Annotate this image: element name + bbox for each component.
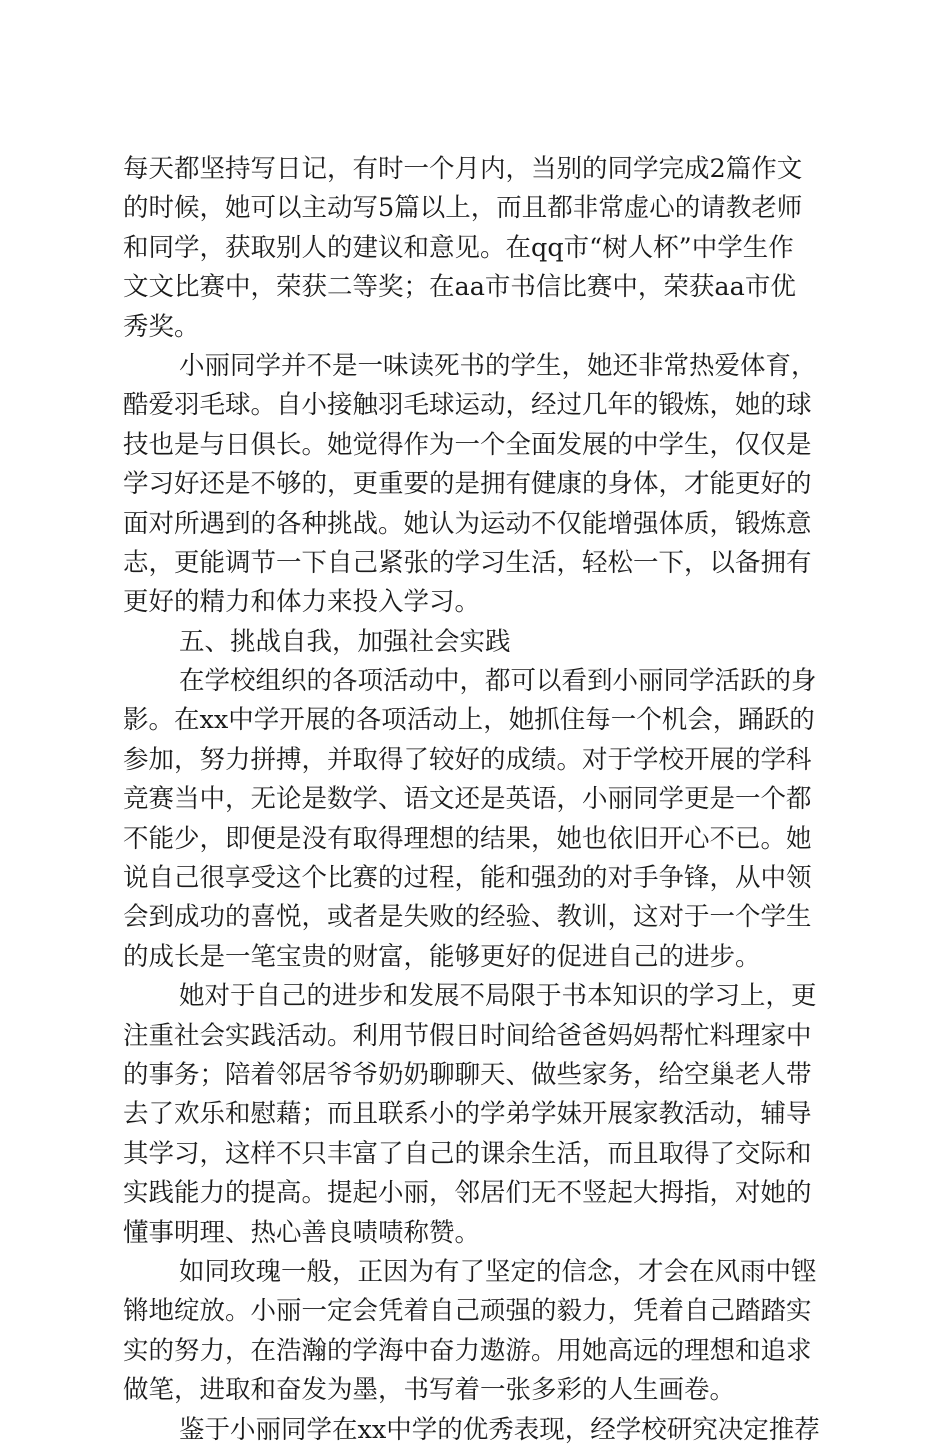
text-line: 面对所遇到的各种挑战。她认为运动不仅能增强体质，锻炼意 <box>123 508 812 539</box>
text-line: 学习好还是不够的，更重要的是拥有健康的身体，才能更好的 <box>123 469 812 500</box>
text-line: 做笔，进取和奋发为墨，书写着一张多彩的人生画卷。 <box>123 1375 736 1406</box>
text-line: 技也是与日俱长。她觉得作为一个全面发展的中学生，仅仅是 <box>123 429 812 460</box>
text-line: 不能少，即便是没有取得理想的结果，她也依旧开心不已。她 <box>123 823 812 854</box>
text-line: 酷爱羽毛球。自小接触羽毛球运动，经过几年的锻炼，她的球 <box>123 390 812 421</box>
text-line: 她对于自己的进步和发展不局限于书本知识的学习上，更 <box>179 981 817 1012</box>
document-body <box>123 150 833 1450</box>
text-line: 实践能力的提高。提起小丽，邻居们无不竖起大拇指，对她的 <box>123 1178 812 1209</box>
text-line: 志，更能调节一下自己紧张的学习生活，轻松一下，以备拥有 <box>123 547 812 578</box>
text-line: 在学校组织的各项活动中，都可以看到小丽同学活跃的身 <box>179 666 817 697</box>
text-line: 说自己很享受这个比赛的过程，能和强劲的对手争锋，从中领 <box>123 863 812 894</box>
text-line: 如同玫瑰一般，正因为有了坚定的信念，才会在风雨中铿 <box>179 1256 817 1287</box>
text-line: 竞赛当中，无论是数学、语文还是英语，小丽同学更是一个都 <box>123 784 812 815</box>
text-line: 鉴于小丽同学在xx中学的优秀表现，经学校研究决定推荐 <box>179 1414 820 1445</box>
text-line: 小丽同学并不是一味读死书的学生，她还非常热爱体育， <box>179 350 817 381</box>
text-line: 和同学，获取别人的建议和意见。在qq市“树人杯”中学生作 <box>123 232 794 263</box>
text-line: 的事务；陪着邻居爷爷奶奶聊聊天、做些家务，给空巢老人带 <box>123 1059 812 1090</box>
document-text <box>123 150 833 1450</box>
text-line: 注重社会实践活动。利用节假日时间给爸爸妈妈帮忙料理家中 <box>123 1020 812 1051</box>
text-line: 锵地绽放。小丽一定会凭着自己顽强的毅力，凭着自己踏踏实 <box>123 1296 812 1327</box>
text-line: 去了欢乐和慰藉；而且联系小的学弟学妹开展家教活动，辅导 <box>123 1099 812 1130</box>
text-line: 每天都坚持写日记，有时一个月内，当别的同学完成2篇作文 <box>123 154 803 184</box>
text-line: 影。在xx中学开展的各项活动上，她抓住每一个机会，踊跃的 <box>123 705 815 736</box>
text-line: 其学习，这样不只丰富了自己的课余生活，而且取得了交际和 <box>123 1138 812 1169</box>
text-line: 参加，努力拼搏，并取得了较好的成绩。对于学校开展的学科 <box>123 744 812 775</box>
text-line: 五、挑战自我，加强社会实践 <box>179 626 511 657</box>
text-line: 实的努力，在浩瀚的学海中奋力遨游。用她高远的理想和追求 <box>123 1335 812 1366</box>
text-line: 更好的精力和体力来投入学习。 <box>123 587 481 618</box>
text-line: 懂事明理、热心善良啧啧称赞。 <box>123 1217 481 1248</box>
text-line: 会到成功的喜悦，或者是失败的经验、教训，这对于一个学生 <box>123 902 812 933</box>
text-line: 文文比赛中，荣获二等奖；在aa市书信比赛中，荣获aa市优 <box>123 272 796 303</box>
text-line: 的成长是一笔宝贵的财富，能够更好的促进自己的进步。 <box>123 941 761 972</box>
text-line: 的时候，她可以主动写5篇以上，而且都非常虚心的请教老师 <box>123 193 803 224</box>
text-line: 秀奖。 <box>123 311 200 342</box>
